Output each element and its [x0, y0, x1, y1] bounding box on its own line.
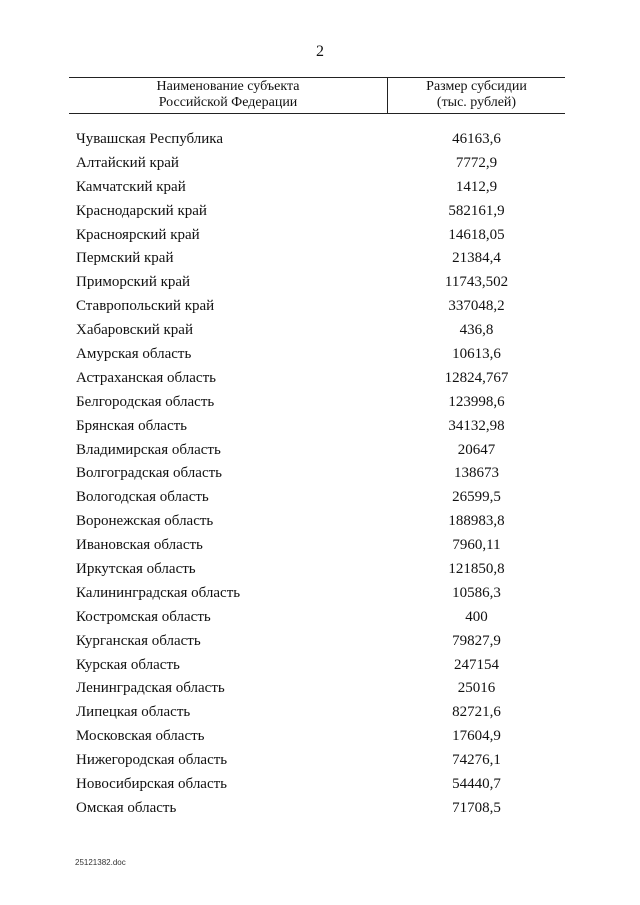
region-name-cell: Новосибирская область [76, 776, 228, 793]
table-row [0, 343, 640, 367]
region-name-cell: Омская область [76, 799, 177, 816]
region-name-cell: Краснодарский край [76, 202, 207, 219]
subsidy-amount-cell: 400 [465, 608, 488, 625]
subsidy-amount-cell: 7960,11 [452, 537, 501, 554]
table-row [0, 749, 640, 773]
subsidy-amount-cell: 12824,767 [444, 369, 509, 386]
region-name-cell: Волгоградская область [76, 465, 222, 482]
table-header-top-rule [69, 77, 565, 78]
region-name-cell: Костромская область [76, 608, 211, 625]
region-name-cell: Курская область [76, 656, 180, 673]
table-row [0, 510, 640, 534]
subsidy-amount-cell: 121850,8 [448, 561, 505, 578]
region-name-cell: Курганская область [76, 632, 201, 649]
subsidy-amount-cell: 10586,3 [452, 584, 501, 601]
region-name-cell: Воронежская область [76, 513, 214, 530]
table-row [0, 128, 640, 152]
region-name-cell: Нижегородская область [76, 752, 228, 769]
subsidy-amount-cell: 82721,6 [452, 704, 501, 721]
subsidy-amount-cell: 188983,8 [448, 513, 505, 530]
region-name-cell: Хабаровский край [76, 322, 193, 339]
subsidy-table-body [0, 128, 640, 821]
table-row [0, 558, 640, 582]
region-name-cell: Красноярский край [76, 226, 200, 243]
table-row [0, 677, 640, 701]
header-subsidy-amount [388, 79, 565, 111]
region-name-cell: Владимирская область [76, 441, 221, 458]
header-subsidy-amount-line1: Размер субсидии [426, 79, 527, 94]
subsidy-amount-cell: 79827,9 [452, 632, 501, 649]
table-row [0, 152, 640, 176]
table-row [0, 654, 640, 678]
region-name-cell: Ивановская область [76, 537, 203, 554]
region-name-cell: Чувашская Республика [76, 131, 224, 147]
table-row [0, 606, 640, 630]
table-row [0, 247, 640, 271]
subsidy-amount-cell: 247154 [454, 656, 499, 673]
subsidy-amount-cell: 21384,4 [452, 250, 501, 267]
region-name-cell: Ставропольский край [76, 298, 215, 315]
region-name-cell: Белгородская область [76, 393, 215, 410]
table-row [0, 295, 640, 319]
subsidy-amount-cell: 138673 [454, 465, 499, 482]
table-row [0, 176, 640, 200]
table-row [0, 725, 640, 749]
subsidy-amount-cell: 14618,05 [448, 226, 505, 243]
region-name-cell: Брянская область [76, 417, 188, 434]
region-name-cell: Астраханская область [76, 369, 216, 386]
subsidy-amount-cell: 17604,9 [452, 728, 501, 745]
table-row [0, 391, 640, 415]
subsidy-amount-cell: 71708,5 [452, 799, 501, 816]
subsidy-amount-cell: 436,8 [459, 322, 494, 339]
table-row [0, 534, 640, 558]
region-name-cell: Ленинградская область [76, 680, 225, 697]
header-region-name-line1: Наименование субъекта [156, 79, 300, 94]
subsidy-amount-cell: 10613,6 [452, 346, 501, 363]
subsidy-amount-cell: 34132,98 [448, 417, 505, 434]
subsidy-amount-cell: 25016 [457, 680, 496, 697]
page-number: 2 [316, 43, 324, 60]
region-name-cell: Пермский край [76, 250, 174, 267]
subsidy-amount-cell: 74276,1 [452, 752, 501, 769]
table-row [0, 439, 640, 463]
header-subsidy-amount-line2: (тыс. рублей) [436, 95, 517, 110]
table-row [0, 630, 640, 654]
region-name-cell: Камчатский край [76, 178, 186, 195]
subsidy-amount-cell: 337048,2 [448, 298, 505, 315]
header-region-name [69, 79, 387, 111]
table-row [0, 415, 640, 439]
subsidy-amount-cell: 20647 [457, 441, 496, 458]
table-row [0, 271, 640, 295]
subsidy-amount-cell: 7772,9 [455, 154, 498, 171]
table-row [0, 773, 640, 797]
subsidy-amount-cell: 123998,6 [448, 393, 505, 410]
subsidy-amount-cell: 26599,5 [452, 489, 501, 506]
table-row [0, 582, 640, 606]
table-row [0, 797, 640, 821]
region-name-cell: Московская область [76, 728, 205, 745]
table-row [0, 224, 640, 248]
subsidy-amount-cell: 1412,9 [455, 178, 498, 195]
region-name-cell: Иркутская область [76, 561, 196, 578]
table-row [0, 462, 640, 486]
region-name-cell: Калининградская область [76, 584, 241, 601]
table-row [0, 486, 640, 510]
footer-document-code: 25121382.doc [75, 858, 126, 867]
header-region-name-line2: Российской Федерации [158, 95, 298, 110]
region-name-cell: Приморский край [76, 274, 191, 291]
table-row [0, 367, 640, 391]
region-name-cell: Алтайский край [76, 154, 179, 171]
subsidy-amount-cell: 11743,502 [444, 274, 509, 291]
table-row [0, 701, 640, 725]
subsidy-amount-cell: 54440,7 [452, 776, 501, 793]
region-name-cell: Вологодская область [76, 489, 209, 506]
table-row [0, 200, 640, 224]
subsidy-amount-cell: 582161,9 [448, 202, 505, 219]
table-header-bottom-rule [69, 113, 565, 114]
table-row [0, 319, 640, 343]
region-name-cell: Амурская область [76, 346, 192, 363]
subsidy-amount-cell: 46163,6 [452, 131, 501, 147]
region-name-cell: Липецкая область [76, 704, 191, 721]
